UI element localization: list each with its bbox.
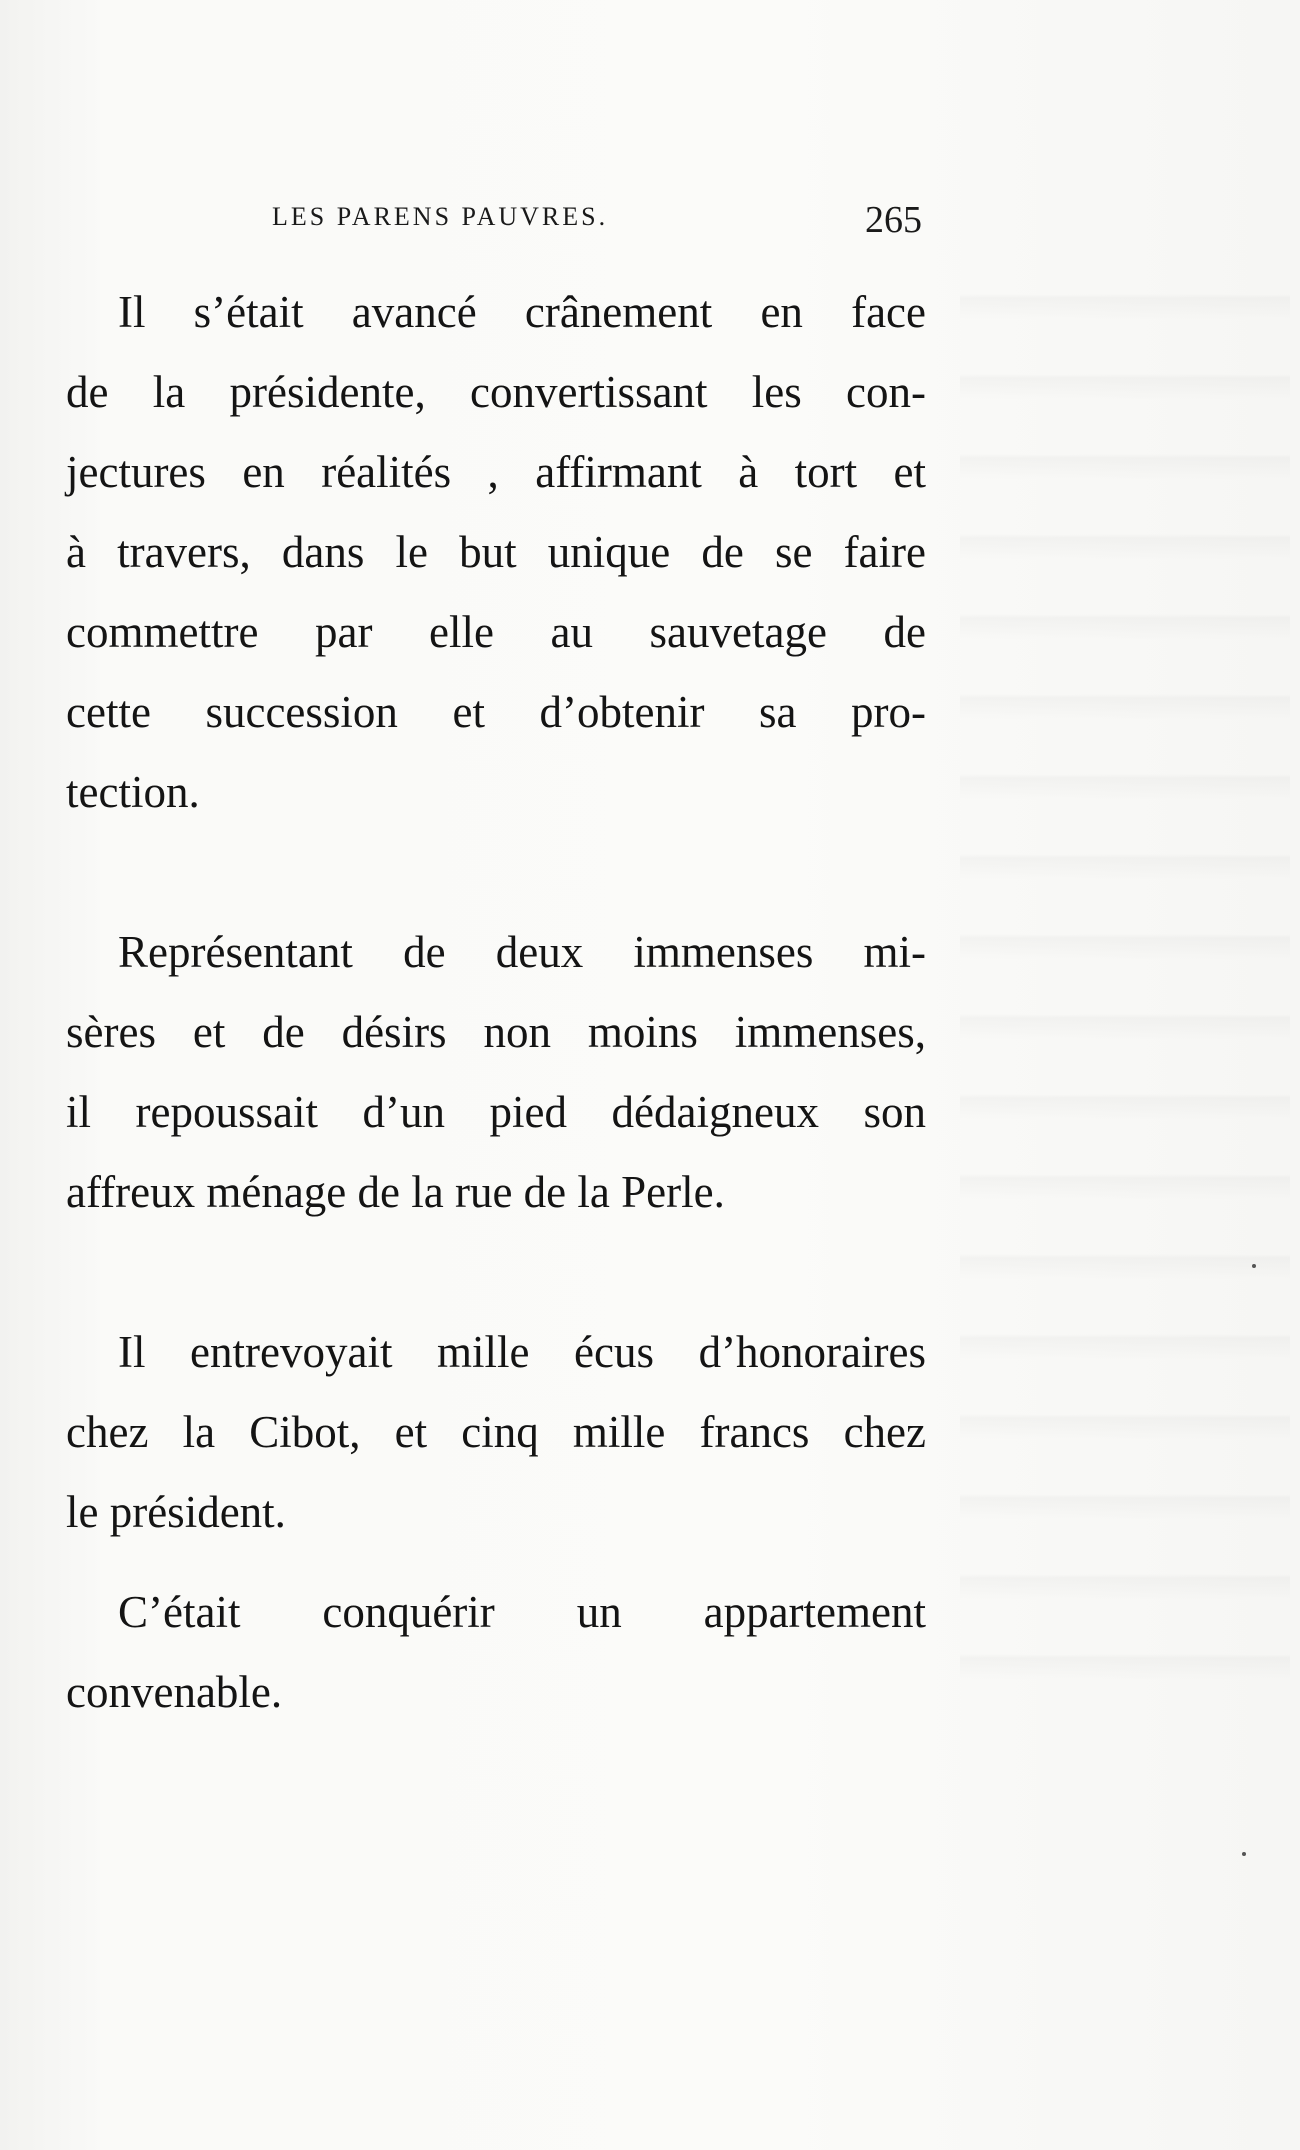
paragraph-gap <box>66 1552 926 1572</box>
text-line: à travers, dans le but unique de se faire <box>66 527 926 577</box>
text-line: convenable. <box>66 1667 283 1717</box>
paragraph-gap <box>66 1232 926 1312</box>
paper-speck <box>1252 1264 1256 1268</box>
text-line: C’était conquérir un appartement <box>118 1587 926 1637</box>
text-line: Représentant de deux immenses mi- <box>118 927 926 977</box>
paragraph <box>66 912 926 1232</box>
paragraph-gap <box>66 832 926 912</box>
text-line: affreux ménage de la rue de la Perle. <box>66 1167 725 1217</box>
text-line: Il s’était avancé crânement en face <box>118 287 926 337</box>
paper-speck <box>1242 1852 1246 1856</box>
text-line: tection. <box>66 767 200 817</box>
running-title: LES PARENS PAUVRES. <box>272 202 609 231</box>
text-line: sères et de désirs non moins immenses, <box>66 1007 926 1057</box>
text-line: il repoussait d’un pied dédaigneux son <box>66 1087 926 1137</box>
show-through-text <box>960 240 1290 1690</box>
body-text <box>66 272 926 1732</box>
text-line: Il entrevoyait mille écus d’honoraires <box>118 1327 926 1377</box>
text-line: jectures en réalités , affirmant à tort et <box>66 447 926 497</box>
paragraph <box>66 1312 926 1552</box>
paragraph <box>66 1572 926 1732</box>
paragraph <box>66 272 926 832</box>
text-line: commettre par elle au sauvetage de <box>66 607 926 657</box>
page-number: 265 <box>865 199 922 241</box>
text-line: chez la Cibot, et cinq mille francs chez <box>66 1407 926 1457</box>
text-line: de la présidente, convertissant les con- <box>66 367 926 417</box>
text-line: cette succession et d’obtenir sa pro- <box>66 687 926 737</box>
text-line: le président. <box>66 1487 286 1537</box>
page-header <box>272 198 922 248</box>
